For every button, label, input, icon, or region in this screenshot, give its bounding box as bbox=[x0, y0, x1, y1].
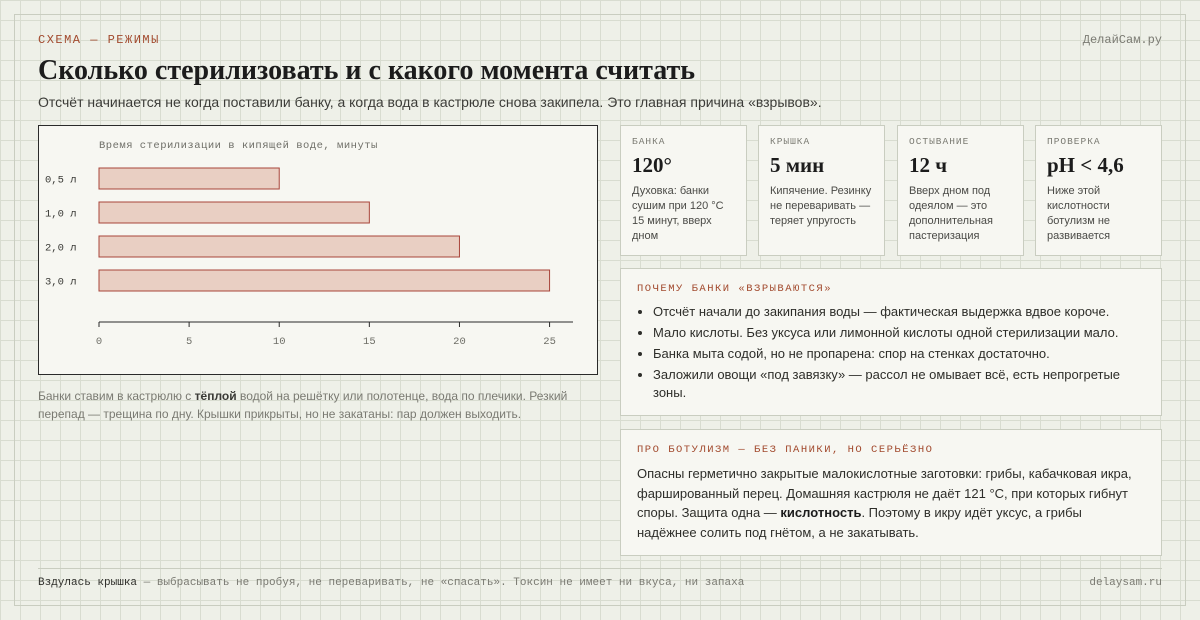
stat-card-jar bbox=[620, 125, 747, 256]
list-item: • Отсчёт начали до закипания воды — фактическая выдержка вдвое короче. bbox=[653, 303, 1145, 321]
site-name: ДелайСам.ру bbox=[1082, 33, 1162, 47]
botulism-text-start: Опасны герметично закрытые малокислотные заготовки: грибы, кабачковая икра, фаршированный перец. Домашняя кастрюля не даёт 121 °С, при которых гибнут споры. Защита одна — bbox=[637, 466, 1132, 520]
chart-container bbox=[38, 125, 598, 375]
bar-1 bbox=[99, 168, 279, 189]
x-tick-label: 25 bbox=[543, 336, 556, 348]
why-panel-title: ПОЧЕМУ БАНКИ «ВЗРЫВАЮТСЯ» bbox=[637, 283, 833, 295]
stat-desc: Ниже этой кислотности ботулизм не развивается bbox=[1047, 185, 1111, 242]
note-text-end: водой на решётку или полотенце, вода по плечики. Резкий перепад — трещина по дну. Крышки прикрыты, но не закатаны: пар должен выходить. bbox=[38, 389, 568, 421]
page-subtitle: Отсчёт начинается не когда поставили банку, а когда вода в кастрюле снова закипела. Это главная причина «взрывов». bbox=[38, 94, 822, 110]
x-tick-label: 15 bbox=[363, 336, 376, 348]
stat-card-check bbox=[1035, 125, 1162, 256]
list-item: • Заложили овощи «под завязку» — рассол не омывает всё, есть непрогретые зоны. bbox=[653, 366, 1145, 402]
stat-value: 120° bbox=[632, 153, 672, 177]
eyebrow: СХЕМА — РЕЖИМЫ bbox=[38, 33, 160, 47]
stat-value: pH < 4,6 bbox=[1047, 153, 1124, 177]
stat-desc: Кипячение. Резинку не переваривать — теряет упругость bbox=[770, 185, 872, 227]
footer-bold: Вздулась крышка bbox=[38, 577, 138, 589]
bar-3 bbox=[99, 236, 459, 257]
x-tick-label: 20 bbox=[453, 336, 466, 348]
stat-label: ОСТЫВАНИЕ bbox=[909, 136, 970, 147]
footer-site: delaysam.ru bbox=[1089, 577, 1162, 589]
footer-text: — выбрасывать не пробуя, не переваривать, не «спасать». Токсин не имеет ни вкуса, ни запаха bbox=[137, 577, 745, 589]
stat-card-cooling bbox=[897, 125, 1024, 256]
stat-value: 5 мин bbox=[770, 153, 825, 177]
note-text-start: Банки ставим в кастрюлю с bbox=[38, 389, 195, 403]
stat-value: 12 ч bbox=[909, 153, 948, 177]
category-label: 1,0 л bbox=[45, 208, 77, 221]
x-tick-label: 5 bbox=[185, 336, 193, 348]
stat-desc: Вверх дном под одеялом — это дополнительная пастеризация bbox=[909, 185, 993, 242]
stat-card-lid bbox=[758, 125, 885, 256]
stat-label: БАНКА bbox=[632, 136, 666, 147]
x-tick-label: 10 bbox=[272, 336, 286, 348]
note-text-bold: тёплой bbox=[194, 389, 237, 403]
stat-label: КРЫШКА bbox=[770, 136, 811, 147]
chart-note bbox=[38, 387, 598, 423]
category-label: 3,0 л bbox=[45, 276, 77, 289]
footer-warning bbox=[38, 577, 744, 589]
why-jars-explode-panel bbox=[620, 268, 1162, 416]
botulism-text-end: . Поэтому в икру идёт уксус, а грибы надёжнее солить под гнётом, а не закатывать. bbox=[637, 505, 1082, 540]
list-item: • Мало кислоты. Без уксуса или лимонной кислоты одной стерилизации мало. bbox=[653, 324, 1145, 342]
botulism-text bbox=[637, 464, 1145, 542]
stat-label: ПРОВЕРКА bbox=[1047, 136, 1101, 147]
chart-title: Время стерилизации в кипящей воде, минуты bbox=[99, 140, 378, 152]
stat-desc: Духовка: банки сушим при 120 °С 15 минут, вверх дном bbox=[632, 185, 724, 242]
sterilization-bar-chart bbox=[39, 126, 597, 374]
botulism-panel-title: ПРО БОТУЛИЗМ — БЕЗ ПАНИКИ, НО СЕРЬЁЗНО bbox=[637, 444, 934, 456]
page-title: Сколько стерилизовать и с какого момента считать bbox=[38, 55, 696, 86]
botulism-text-bold: кислотность bbox=[780, 505, 862, 520]
footer-divider bbox=[38, 568, 1162, 569]
category-label: 0,5 л bbox=[45, 174, 77, 187]
bar-2 bbox=[99, 202, 369, 223]
x-tick-label: 0 bbox=[95, 336, 103, 348]
why-list bbox=[637, 303, 1145, 402]
list-item: • Банка мыта содой, но не пропарена: спор на стенках достаточно. bbox=[653, 345, 1145, 363]
bar-4 bbox=[99, 270, 550, 291]
botulism-panel bbox=[620, 429, 1162, 556]
category-label: 2,0 л bbox=[45, 242, 77, 255]
